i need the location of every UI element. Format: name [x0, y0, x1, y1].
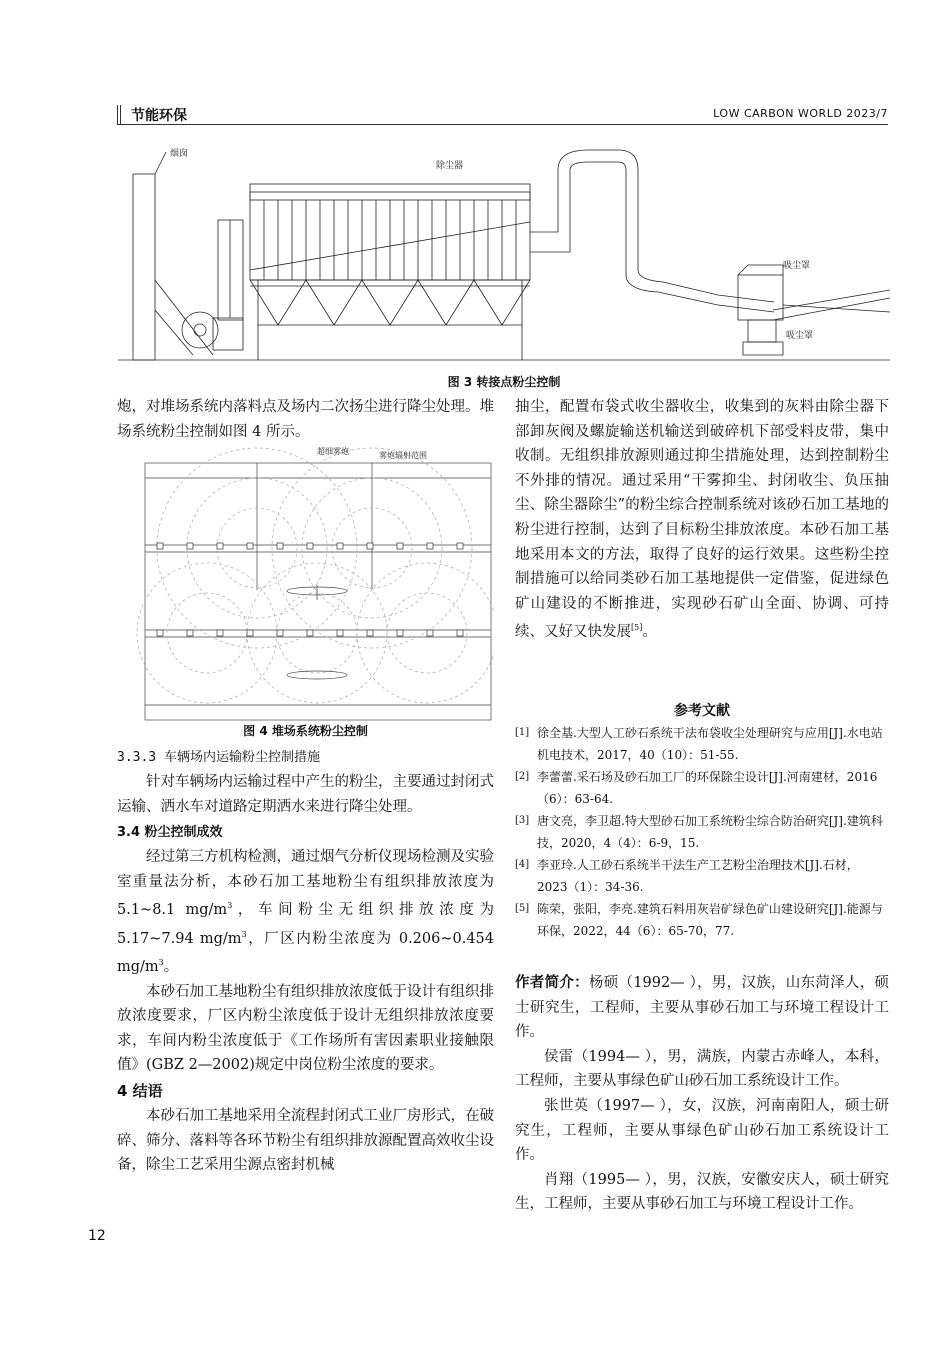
- reference-item: [5] 陈荣，张阳，李亮.建筑石料用灰岩矿绿色矿山建设研究[J].能源与环保，2022，44（6）：65-70，77.: [515, 902, 883, 938]
- label-chimney: 烟囱: [170, 149, 189, 159]
- figure-3-drawing: [118, 140, 890, 365]
- left-column-top: [117, 395, 494, 444]
- label-collector: 除尘器: [436, 161, 464, 171]
- paragraph-conclusion: 抽尘，配置布袋式收尘器收尘，收集到的灰料由除尘器下部卸灰阀及螺旋输送机输送到破碎机下部受料皮带，集中收制。无组织排放源则通过抑尘措施处理，达到控制粉尘不外排的情况。通过采用“干雾抑尘、封闭收尘、负压抽尘、除尘器除尘”的粉尘综合控制系统对该砂石加工基地的粉尘进行控制，达到了目标粉尘排放浓度。本砂石加工基地采用本文的方法，取得了良好的运行效果。这些粉尘控制措施可以给同类砂石加工基地提供一定借鉴，促进绿色矿山建设的不断推进，实现砂石矿山全面、协调、可持续、又好又快发展[5]。: [515, 399, 889, 641]
- reference-item: [3] 唐文亮，李卫超.特大型砂石加工系统粉尘综合防治研究[J].建筑科技，2020，4（4）：6-9，15.: [515, 814, 883, 850]
- header-journal: LOW CARBON WORLD 2023/7: [713, 107, 888, 120]
- left-column-body: [117, 746, 494, 1178]
- references-title: 参考文献: [674, 703, 730, 719]
- heading-3-3-3: 3.3.3 车辆场内运输粉尘控制措施: [117, 750, 320, 765]
- header-section: 节能环保: [117, 105, 187, 125]
- paragraph: 本砂石加工基地粉尘有组织排放浓度低于设计有组织排放浓度要求，厂区内粉尘浓度低于设计无组织排放浓度要求，车间内粉尘浓度低于《工作场所有害因素职业接触限值》(GBZ 2—2002)规定中岗位粉尘浓度的要求。: [117, 983, 494, 1074]
- author-bio: 肖翔（1995— ），男，汉族，安徽安庆人，硕士研究生，工程师，主要从事砂石加工与环境工程设计工作。: [515, 1171, 889, 1213]
- paragraph: 针对车辆场内运输过程中产生的粉尘，主要通过封闭式运输、洒水车对道路定期洒水来进行降尘处理。: [117, 774, 494, 815]
- label-hood-lower: 吸尘罩: [786, 331, 814, 341]
- header-rule: [117, 124, 888, 125]
- references-list: [515, 722, 889, 942]
- paragraph-measurements: 经过第三方机构检测，通过烟气分析仪现场检测及实验室重量法分析，本砂石加工基地粉尘有组织排放浓度为 5.1~8.1 $mg/m^3$，车间粉尘无组织排放浓度为 5.17~7.94 $mg/m^3$，厂区内粉尘浓度为 0.206~0.454 $mg/m^3$。: [117, 849, 495, 976]
- label-hood-upper: 吸尘罩: [783, 261, 811, 271]
- author-bio: 作者简介：杨硕（1992— ），男，汉族，山东菏泽人，硕士研究生，工程师，主要从事砂石加工与环境工程设计工作。: [515, 974, 889, 1041]
- figure-4-caption: 图 4 堆场系统粉尘控制: [243, 724, 368, 738]
- page-number: 12: [88, 1228, 106, 1244]
- label-fog-cannon: 超细雾炮: [317, 447, 349, 456]
- figure-4-drawing: [117, 440, 494, 723]
- right-column-body: [515, 395, 889, 645]
- reference-item: [4] 李亚玲.人工砂石系统半干法生产工艺粉尘治理技术[J].石材，2023（1）：34-36.: [515, 858, 859, 894]
- label-fog-range: 雾炮辐射范围: [379, 451, 427, 460]
- paragraph: 本砂石加工基地采用全流程封闭式工业厂房形式，在破碎、筛分、落料等各环节粉尘有组织排放源配置高效收尘设备，除尘工艺采用尘源点密封机械: [117, 1108, 494, 1174]
- heading-3-4: 3.4 粉尘控制成效: [117, 825, 223, 841]
- figure-3-caption: 图 3 转接点粉尘控制: [447, 375, 561, 389]
- reference-item: [1] 徐全基.大型人工砂石系统干法布袋收尘处理研究与应用[J].水电站机电技术，2017，40（10）：51-55.: [515, 726, 883, 762]
- reference-item: [2] 李蕾蕾.采石场及砂石加工厂的环保除尘设计[J].河南建材，2016（6）：63-64.: [515, 770, 878, 806]
- author-bio: 张世英（1997— ），女，汉族，河南南阳人，硕士研究生，工程师，主要从事绿色矿山砂石加工系统设计工作。: [515, 1097, 889, 1164]
- heading-4: 4 结语: [117, 1082, 163, 1101]
- author-bios: [515, 971, 889, 1217]
- paragraph: 炮，对堆场系统内落料点及场内二次扬尘进行降尘处理。堆场系统粉尘控制如图 4 所示。: [117, 399, 494, 440]
- author-bio: 侯雷（1994— ），男，满族，内蒙古赤峰人，本科，工程师，主要从事绿色矿山砂石加工系统设计工作。: [515, 1048, 889, 1090]
